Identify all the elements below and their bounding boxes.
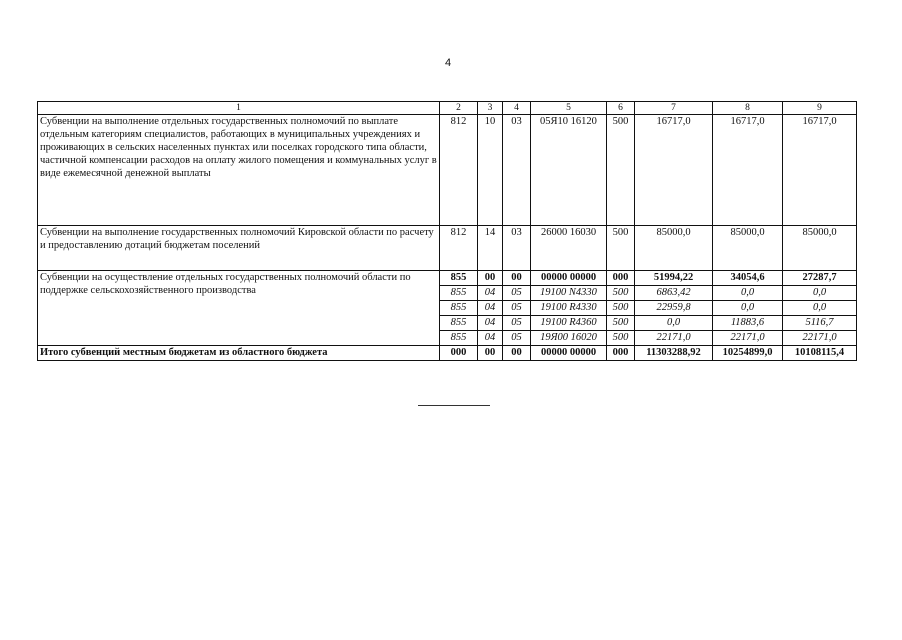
table-cell: 500: [607, 115, 635, 226]
table-cell: 11883,6: [713, 316, 783, 331]
table-cell: 10254899,0: [713, 346, 783, 361]
table-cell: 855: [440, 301, 478, 316]
table-cell: 0,0: [635, 316, 713, 331]
table-cell: 10108115,4: [783, 346, 857, 361]
table-cell: 05: [503, 331, 531, 346]
table-cell: 19Я00 16020: [531, 331, 607, 346]
table-cell: 5116,7: [783, 316, 857, 331]
table-cell: 6863,42: [635, 286, 713, 301]
row-name: Субвенции на выполнение отдельных государственных полномочий по выплате отдельным категориям специалистов, работающих в муниципальных учреждениях и проживающих в сельских населенных пунктах или поселках городского типа области, частичной компенсации расходов на оплату жилого помещения и коммунальных услуг в виде ежемесячной денежной выплаты: [38, 115, 440, 226]
table-cell: 16717,0: [635, 115, 713, 226]
table-cell: 11303288,92: [635, 346, 713, 361]
table-cell: 0,0: [783, 301, 857, 316]
table-cell: 000: [607, 346, 635, 361]
table-cell: 500: [607, 286, 635, 301]
table-cell: 855: [440, 331, 478, 346]
table-cell: 22171,0: [635, 331, 713, 346]
table-cell: 855: [440, 316, 478, 331]
table-cell: 000: [440, 346, 478, 361]
table-cell: 19100 R4360: [531, 316, 607, 331]
table-cell: 05: [503, 301, 531, 316]
table-cell: 500: [607, 316, 635, 331]
table-cell: 04: [478, 301, 503, 316]
table-cell: 00000 00000: [531, 346, 607, 361]
table-cell: 85000,0: [783, 226, 857, 271]
header-cell: 8: [713, 102, 783, 115]
table-row: [38, 115, 857, 226]
table-cell: 26000 16030: [531, 226, 607, 271]
header-cell: 1: [38, 102, 440, 115]
header-cell: 5: [531, 102, 607, 115]
total-label: Итого субвенций местным бюджетам из областного бюджета: [38, 346, 440, 361]
table-cell: 05: [503, 316, 531, 331]
table-cell: 04: [478, 316, 503, 331]
table-cell: 812: [440, 226, 478, 271]
table-cell: 500: [607, 331, 635, 346]
table-cell: 10: [478, 115, 503, 226]
table-cell: 19100 R4330: [531, 301, 607, 316]
table-cell: 16717,0: [783, 115, 857, 226]
table-cell: 16717,0: [713, 115, 783, 226]
table-row: [38, 271, 857, 286]
table-cell: 0,0: [713, 286, 783, 301]
table-cell: 855: [440, 271, 478, 286]
table-cell: 05Я10 16120: [531, 115, 607, 226]
table-cell: 03: [503, 226, 531, 271]
table-cell: 0,0: [713, 301, 783, 316]
header-cell: 9: [783, 102, 857, 115]
table-cell: 00000 00000: [531, 271, 607, 286]
table-cell: 00: [478, 346, 503, 361]
table-cell: 85000,0: [635, 226, 713, 271]
table-cell: 812: [440, 115, 478, 226]
header-cell: 7: [635, 102, 713, 115]
subsidies-table: [37, 101, 857, 361]
header-cell: 6: [607, 102, 635, 115]
table-cell: 03: [503, 115, 531, 226]
header-cell: 2: [440, 102, 478, 115]
total-row: [38, 346, 857, 361]
row-name: Субвенции на осуществление отдельных государственных полномочий области по поддержке сельскохозяйственного производства: [38, 271, 440, 346]
table-cell: 34054,6: [713, 271, 783, 286]
table-cell: 14: [478, 226, 503, 271]
table-cell: 51994,22: [635, 271, 713, 286]
end-divider: [418, 405, 490, 406]
table-cell: 22171,0: [713, 331, 783, 346]
row-name: Субвенции на выполнение государственных полномочий Кировской области по расчету и предоставлению дотаций бюджетам поселений: [38, 226, 440, 271]
table-cell: 05: [503, 286, 531, 301]
table-cell: 04: [478, 331, 503, 346]
table-cell: 00: [478, 271, 503, 286]
table-cell: 22171,0: [783, 331, 857, 346]
table-cell: 19100 N4330: [531, 286, 607, 301]
table-row: [38, 226, 857, 271]
table-cell: 855: [440, 286, 478, 301]
header-cell: 4: [503, 102, 531, 115]
table-cell: 500: [607, 301, 635, 316]
page-number: 4: [445, 57, 452, 69]
table-cell: 04: [478, 286, 503, 301]
header-row: [38, 102, 857, 115]
table-cell: 0,0: [783, 286, 857, 301]
table-cell: 000: [607, 271, 635, 286]
table-cell: 27287,7: [783, 271, 857, 286]
header-cell: 3: [478, 102, 503, 115]
table-cell: 85000,0: [713, 226, 783, 271]
table-cell: 500: [607, 226, 635, 271]
table-cell: 00: [503, 271, 531, 286]
table-cell: 22959,8: [635, 301, 713, 316]
table-cell: 00: [503, 346, 531, 361]
